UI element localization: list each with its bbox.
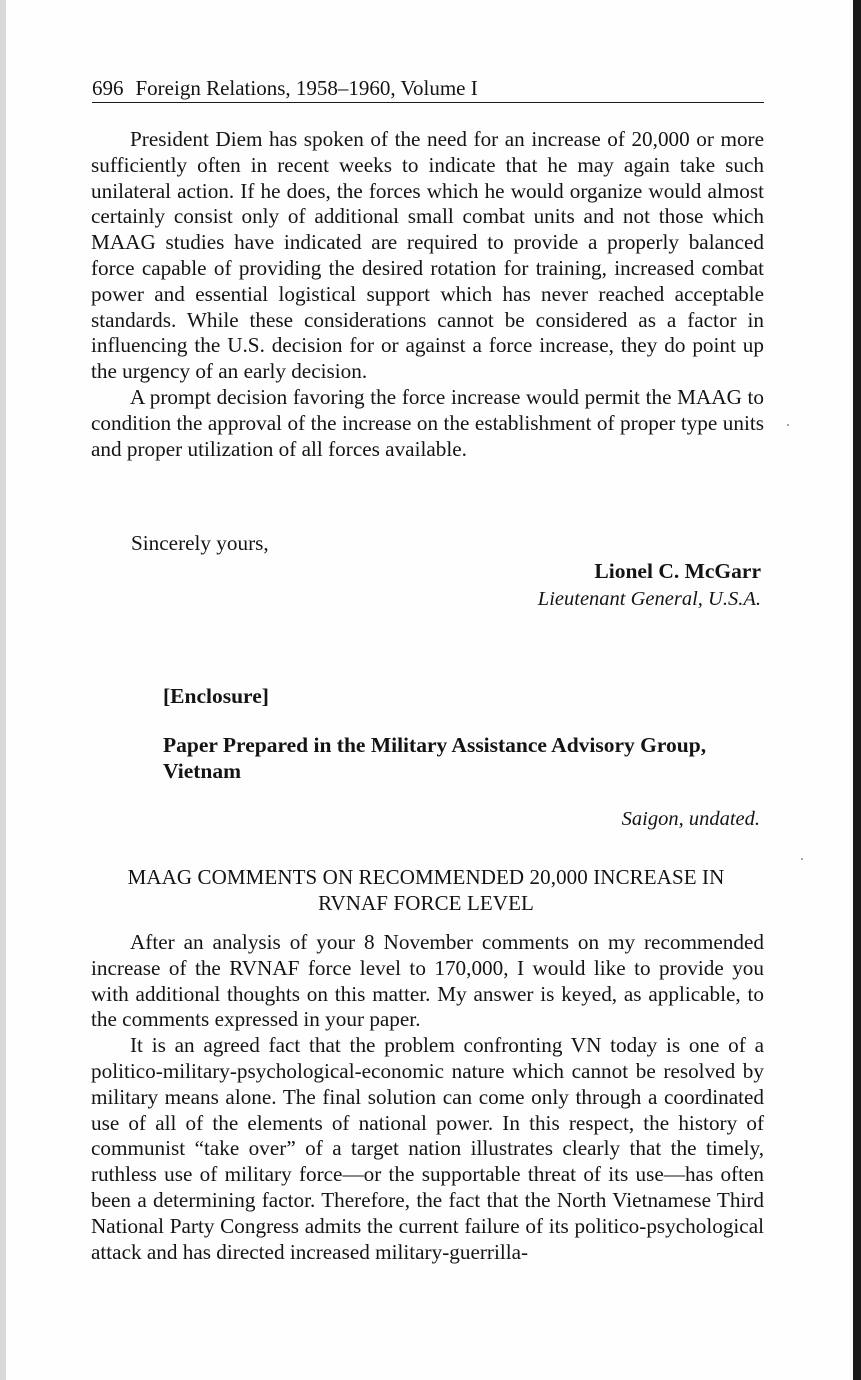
scan-right-edge: [853, 0, 861, 1380]
document-title-line: Paper Prepared in the Military Assistance Advisory Group,: [163, 733, 707, 757]
page-number: 696: [92, 76, 124, 100]
running-head: [92, 74, 764, 103]
signer-title: Lieutenant General, U.S.A.: [537, 588, 761, 610]
volume-title: Foreign Relations, 1958–1960, Volume I: [135, 76, 478, 100]
scan-left-edge: [0, 0, 6, 1380]
section-heading: [80, 864, 772, 916]
document-title: [163, 732, 763, 784]
section-paragraph: After an analysis of your 8 November comments on my recommended increase of the RVNAF force level to 170,000, I would like to provide you with additional thoughts on this matter. My answer is keyed, as applicable, to the comments expressed in your paper.: [91, 930, 764, 1032]
signer-name: Lionel C. McGarr: [594, 559, 761, 583]
letter-body: [91, 127, 764, 462]
section-paragraph: It is an agreed fact that the problem confronting VN today is one of a politico-military-psychological-economic nature which cannot be resolved by military means alone. The final solution can come only through a coordinated use of all of the elements of national power. In this respect, the history of communist “take over” of a target nation illustrates clearly that the timely, ruthless use of military force—or the supportable threat of its use—has often been a determining factor. Therefore, the fact that the North Vietnamese Third National Party Congress admits the current failure of its politico-psychological attack and has directed increased military-guerrilla-: [91, 1033, 764, 1264]
letter-paragraph: A prompt decision favoring the force increase would permit the MAAG to condition the approval of the increase on the establishment of proper type units and proper utilization of all forces available.: [91, 384, 764, 461]
scan-speck: [787, 424, 789, 426]
document-title-line: Vietnam: [163, 759, 242, 783]
letter-closing: Sincerely yours,: [131, 531, 269, 555]
section-heading-line: MAAG COMMENTS ON RECOMMENDED 20,000 INCREASE IN: [127, 865, 725, 889]
section-body: [91, 930, 764, 1265]
enclosure-label: [Enclosure]: [163, 684, 269, 708]
dateline: Saigon, undated.: [621, 808, 760, 830]
section-heading-line: RVNAF FORCE LEVEL: [318, 891, 534, 915]
scan-speck: [801, 858, 803, 860]
letter-paragraph: President Diem has spoken of the need for an increase of 20,000 or more sufficiently often in recent weeks to indicate that he may again take such unilateral action. If he does, the forces which he would organize would almost certainly consist only of additional small combat units and not those which MAAG studies have indicated are required to provide a properly balanced force capable of providing the desired rotation for training, increased combat power and essential logistical support which has never reached acceptable standards. While these considerations cannot be considered as a factor in influencing the U.S. decision for or against a force increase, they do point up the urgency of an early decision.: [91, 127, 764, 384]
